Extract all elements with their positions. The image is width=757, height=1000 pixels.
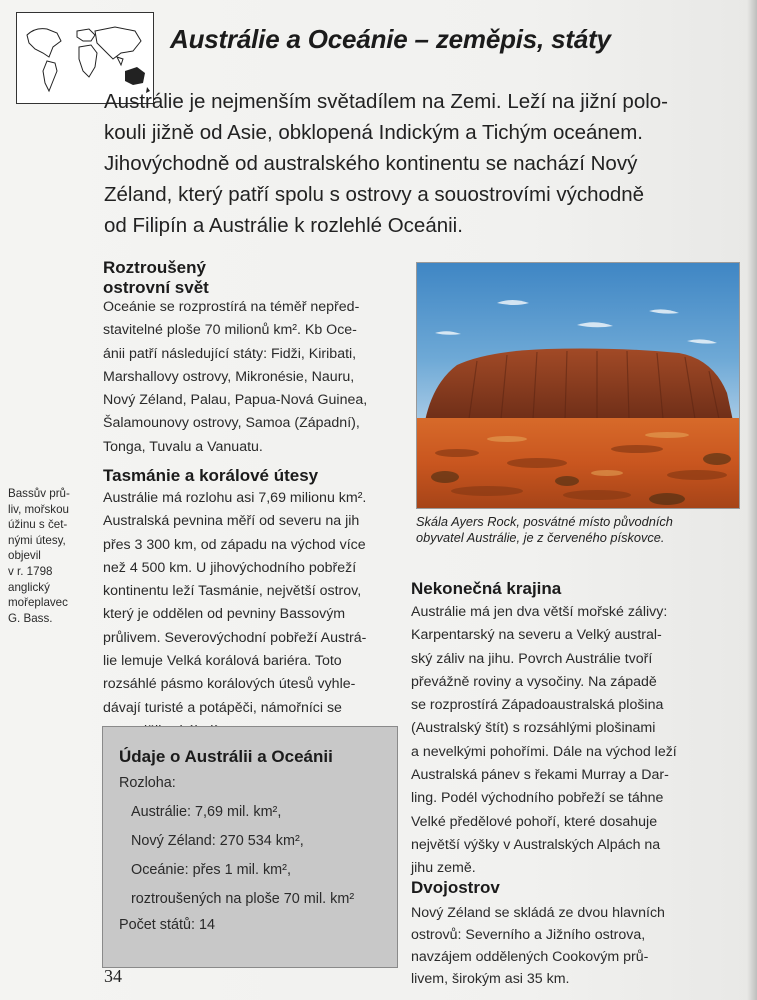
text-line: Tonga, Tuvalu a Vanuatu. xyxy=(103,438,263,455)
text-line: Austrálie má jen dva větší mořské zálivy: xyxy=(411,604,668,620)
area-oceania: Oceánie: přes 1 mil. km², xyxy=(131,862,291,878)
area-australia: Austrálie: 7,69 mil. km², xyxy=(131,804,282,820)
lead-line: od Filipín a Austrálie k rozlehlé Oceánii. xyxy=(104,214,463,237)
heading-line: Roztroušený xyxy=(103,258,206,277)
area-label: Rozloha: xyxy=(119,775,176,791)
area-new-zealand: Nový Zéland: 270 534 km², xyxy=(131,833,304,849)
note-line: anglický xyxy=(8,580,50,594)
text-line: lie lemuje Velká korálová bariéra. Toto xyxy=(103,653,342,670)
side-note-bass-strait xyxy=(8,486,70,626)
text-line: jihu země. xyxy=(411,860,476,877)
note-line: nými útesy, xyxy=(8,533,66,547)
facts-box xyxy=(102,726,398,968)
text-line: kontinentu leží Tasmánie, největší ostrov, xyxy=(103,583,362,600)
text-line: ánii patří následující státy: Fidži, Kiribati, xyxy=(103,345,357,362)
note-line: objevil xyxy=(8,549,41,563)
heading-tasmania: Tasmánie a korálové útesy xyxy=(103,466,319,485)
photo-caption xyxy=(416,514,673,546)
scattered-islands-text xyxy=(103,296,367,459)
text-line: převážně roviny a vysočiny. Na západě xyxy=(411,673,657,690)
text-line: Australská pevnina měří od severu na jih xyxy=(103,513,360,530)
text-line: rozsáhlé pásmo korálových útesů vyhle- xyxy=(103,676,356,693)
text-line: dávají turisté a potápěči, námořníci se xyxy=(103,699,342,716)
text-line: a nevelkými pohořími. Dále na východ leží xyxy=(411,743,677,760)
note-line: v r. 1798 xyxy=(8,564,53,578)
text-line: Marshallovy ostrovy, Mikronésie, Nauru, xyxy=(103,368,355,385)
text-line: Nový Zéland, Palau, Papua-Nová Guinea, xyxy=(103,392,368,409)
lead-line: Zéland, který patří spolu s ostrovy a souostrovími východně xyxy=(104,183,645,206)
heading-line: ostrovní svět xyxy=(103,278,209,297)
number-of-states: Počet států: 14 xyxy=(119,917,215,933)
ayers-rock-painting xyxy=(417,263,739,508)
page-number: 34 xyxy=(104,966,122,986)
area-scattered: roztroušených na ploše 70 mil. km² xyxy=(131,891,355,907)
double-island-text xyxy=(411,902,665,990)
text-line: přes 3 300 km, od západu na východ více xyxy=(103,536,366,553)
note-line: úžinu s čet- xyxy=(8,518,68,532)
caption-line: obyvatel Austrálie, je z červeného pískovce. xyxy=(416,530,665,545)
text-line: Karpentarský na severu a Velký austral- xyxy=(411,627,662,644)
facts-box-title: Údaje o Austrálii a Oceánii xyxy=(119,747,333,766)
heading-double-island: Dvojostrov xyxy=(411,878,500,897)
page-title: Austrálie a Oceánie – zeměpis, státy xyxy=(170,24,611,54)
caption-line: Skála Ayers Rock, posvátné místo původních xyxy=(416,514,673,529)
text-line: než 4 500 km. U jihovýchodního pobřeží xyxy=(103,559,357,576)
text-line: Nový Zéland se skládá ze dvou hlavních xyxy=(411,905,665,921)
note-line: Bassův prů- xyxy=(8,487,70,500)
australia-highlight xyxy=(125,67,145,85)
text-line: Velké předělové pohoří, které dosahuje xyxy=(411,813,658,830)
note-line: mořeplavec xyxy=(8,596,68,610)
lead-paragraph xyxy=(104,86,734,241)
text-line: Oceánie se rozprostírá na téměř nepřed- xyxy=(103,299,360,315)
tasmania-text xyxy=(103,487,366,743)
text-line: ostrovů: Severního a Jižního ostrova, xyxy=(411,927,646,943)
heading-scattered-islands xyxy=(103,258,209,298)
text-line: Šalamounovy ostrovy, Samoa (Západní), xyxy=(103,415,360,432)
lead-line: Austrálie je nejmenším světadílem na Zemi. Leží na jižní polo- xyxy=(104,90,669,113)
text-line: největší výšky v Australských Alpách na xyxy=(411,836,661,853)
text-line: navzájem oddělených Cookovým prů- xyxy=(411,949,649,965)
ayers-rock-illustration xyxy=(416,262,740,509)
text-line: ský záliv na jihu. Povrch Austrálie tvoří xyxy=(411,650,653,667)
text-line: (Australský štít) s rozsáhlými plošinami xyxy=(411,720,656,737)
text-line: ling. Podél východního pobřeží se táhne xyxy=(411,790,664,807)
landscape-text xyxy=(411,601,677,881)
heading-endless-landscape: Nekonečná krajina xyxy=(411,579,562,598)
lead-line: kouli jižně od Asie, obklopená Indickým a Tichým oceánem. xyxy=(104,121,643,144)
lead-line: Jihovýchodně od australského kontinentu se nachází Nový xyxy=(104,152,638,175)
note-line: G. Bass. xyxy=(8,611,53,625)
text-line: Austrálie má rozlohu asi 7,69 milionu km². xyxy=(103,490,367,506)
text-line: Australská pánev s řekami Murray a Dar- xyxy=(411,767,669,784)
text-line: průlivem. Severovýchodní pobřeží Austrá- xyxy=(103,629,367,646)
text-line: livem, širokým asi 35 km. xyxy=(411,971,570,987)
text-line: stavitelné ploše 70 milionů km². Kb Oce- xyxy=(103,322,357,339)
note-line: liv, mořskou xyxy=(8,502,69,516)
text-line: který je oddělen od pevniny Bassovým xyxy=(103,606,346,623)
text-line: se rozprostírá Západoaustralská plošina xyxy=(411,697,664,714)
